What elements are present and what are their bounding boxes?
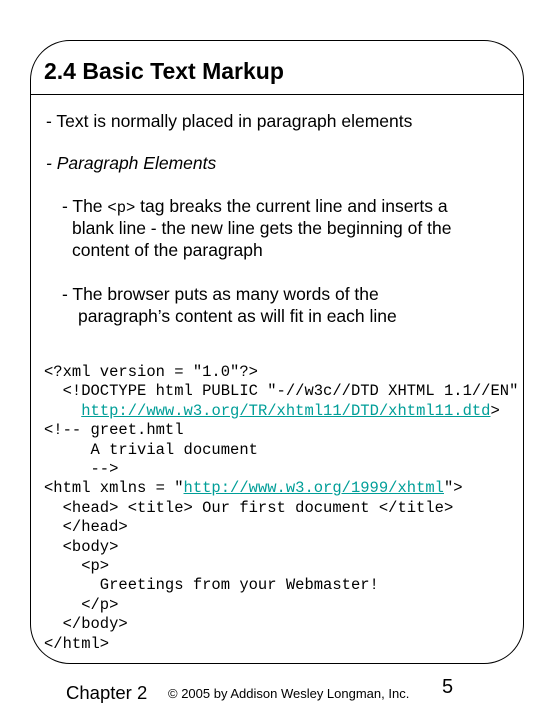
slide-title: 2.4 Basic Text Markup [44,58,284,84]
footer-chapter: Chapter 2 [66,682,148,703]
code-line: </p> [44,595,119,614]
footer-page-number: 5 [442,676,454,698]
code-line: <!-- greet.hmtl [44,421,184,440]
code-line: </head> [44,518,128,537]
code-line: <!DOCTYPE html PUBLIC "-//w3c//DTD XHTML 1.1//EN" [44,382,519,401]
code-line: </body> [44,615,128,634]
sub-bullet-browser-line2: paragraph’s content as will fit in each line [78,306,397,326]
footer-copyright: © 2005 by Addison Wesley Longman, Inc. [168,686,410,701]
dtd-link[interactable]: http://www.w3.org/TR/xhtml11/DTD/xhtml11.dtd [81,401,491,420]
sub-bullet-p-tag-line1 [62,195,448,219]
code-line: A trivial document [44,440,258,459]
sub-bullet-p-tag-pre: - The [62,196,108,216]
code-line: --> [44,460,119,479]
code-line [44,479,518,498]
sub-bullet-p-tag-line3: content of the paragraph [72,240,263,260]
p-tag-code: <p> [107,199,136,217]
code-line: Greetings from your Webmaster! [44,576,379,595]
code-line: <body> [44,537,119,556]
code-line-pre: <html xmlns = " [44,479,184,498]
bullet-paragraph-elements: - Paragraph Elements [46,153,217,173]
code-example [44,363,518,654]
code-line: </html> [44,634,110,653]
code-line-tail: > [490,401,500,420]
bullet-text-in-paragraphs: - Text is normally placed in paragraph elements [46,111,413,131]
title-divider [30,94,524,95]
xhtml-namespace-link[interactable]: http://www.w3.org/1999/xhtml [183,479,444,498]
code-line: <p> [44,557,110,576]
code-line-post: "> [443,479,463,498]
code-line [44,402,518,421]
sub-bullet-p-tag-post: tag breaks the current line and inserts a [135,196,448,216]
code-line: <?xml version = "1.0"?> [44,363,258,381]
code-indent [44,402,81,420]
sub-bullet-p-tag-line2: blank line - the new line gets the beginning of the [72,218,452,238]
sub-bullet-browser-line1: - The browser puts as many words of the [62,284,379,304]
code-line: <head> <title> Our first document </title> [44,498,454,517]
